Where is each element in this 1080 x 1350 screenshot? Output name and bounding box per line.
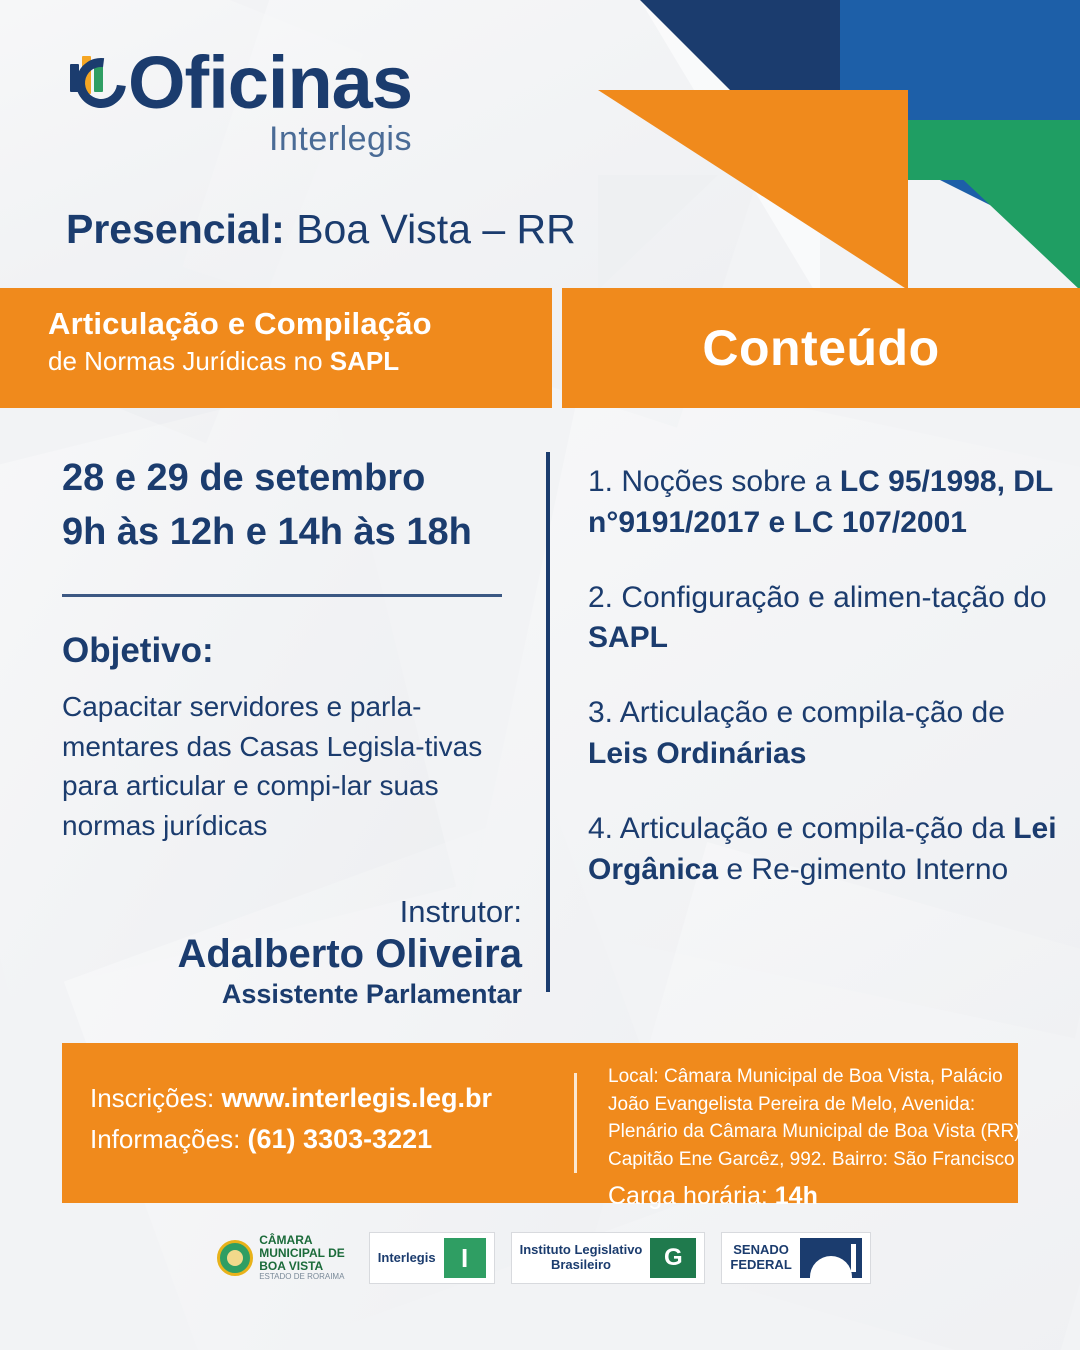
info-divider [574,1073,577,1173]
divider-horizontal [62,594,502,597]
objective-label: Objetivo: [62,630,214,670]
registration-info [90,1083,560,1165]
logo-instituto-legislativo-brasileiro [511,1232,706,1284]
divider-vertical [546,452,550,992]
workload-label: Carga horária: [608,1182,768,1211]
registration-label: Inscrições: [90,1083,215,1113]
content-list [588,462,1058,924]
content-item-1 [588,462,1058,544]
instructor-label: Instrutor: [399,893,522,929]
logo-interlegis [369,1232,495,1284]
workshop-title-band [0,288,552,408]
venue-address: Câmara Municipal de Boa Vista, Palácio João Evangelista Pereira de Melo, Avenida: Plenário da Câmara Municipal de Boa Vista (RR) Capitão Ene Garcêz, 992. Bairro: São Francisco [608,1066,1021,1170]
logo-camara-boa-vista [209,1232,353,1284]
modality-label: Presencial: [66,206,285,252]
content-item-2-bold: SAPL [588,621,669,655]
camara-line4: ESTADO DE RORAIMA [259,1272,345,1282]
left-column [62,452,522,1010]
senado-line1: SENADO [733,1242,789,1258]
senado-line2: FEDERAL [730,1257,792,1272]
ilb-line1: Instituto Legislativo [519,1242,643,1258]
schedule-dates: 28 e 29 de setembro [62,457,426,499]
workshop-title-line2 [48,346,532,377]
info-box [62,1043,1021,1211]
camara-seal-icon [217,1240,253,1276]
contact-phone[interactable]: (61) 3303-3221 [247,1124,433,1154]
content-item-1-bold: LC 95/1998, DL n°9191/2017 e LC 107/2001 [588,465,1053,539]
contact-row [90,1124,560,1155]
ilb-label [520,1243,643,1273]
venue-info [608,1063,1028,1211]
ilb-line2: Brasileiro [550,1257,611,1272]
objective-text: Capacitar servidores e parla-mentares das Casas Legisla-tivas para articular e compi-lar suas normas jurídicas [62,690,483,842]
oficinas-logo-icon [70,48,124,118]
interlegis-label: Interlegis [377,1249,436,1265]
content-item-1-prefix: 1. Noções sobre a [588,465,840,498]
ilb-mark-icon: G [650,1238,696,1278]
content-item-3 [588,693,1058,775]
camara-text [259,1234,345,1282]
content-item-3-prefix: 3. Articulação e compila-ção de [588,696,1005,730]
registration-row [90,1083,560,1114]
content-item-2-prefix: 2. Configuração e alimen-tação do [588,580,1047,614]
camara-line3: BOA VISTA [259,1259,324,1274]
instructor-name: Adalberto Oliveira [177,931,522,976]
workshop-title-line2-text: de Normas Jurídicas no [48,346,330,376]
senado-label [730,1243,791,1273]
modality-location: Boa Vista – RR [284,206,576,252]
logo-subtitle: Interlegis [269,120,412,159]
content-item-4-bold: Lei Orgânica [588,811,1057,886]
content-item-2 [588,578,1058,660]
content-item-3-bold: Leis Ordinárias [588,736,807,770]
content-band-label: Conteúdo [702,320,940,376]
content-item-4-suffix: e Re-gimento Interno [718,852,1009,886]
logo-title: Oficinas [128,41,412,124]
instructor-role: Assistente Parlamentar [221,978,522,1009]
footer-logos [0,1232,1080,1322]
workload-row [608,1182,1028,1211]
logo-senado-federal [721,1232,870,1284]
senado-dome-icon [800,1238,862,1278]
schedule-block [62,452,522,560]
schedule-hours: 9h às 12h e 14h às 18h [62,510,472,553]
venue-label: Local: [608,1066,659,1087]
camara-line1: CÂMARA [259,1232,313,1247]
interlegis-oficinas-logo [70,41,412,159]
registration-url[interactable]: www.interlegis.leg.br [221,1083,493,1113]
modality-line [66,206,576,253]
venue-row [608,1063,1028,1173]
content-band [562,288,1080,408]
content-item-4-prefix: 4. Articulação e compila-ção da [588,811,1014,845]
workshop-title-system: SAPL [329,346,400,376]
workload-value: 14h [774,1182,818,1211]
content-item-4 [588,809,1058,891]
camara-line2: MUNICIPAL DE [259,1246,345,1260]
contact-label: Informações: [90,1124,241,1154]
workshop-title-line1: Articulação e Compilação [48,306,432,341]
interlegis-mark-icon: I [444,1238,486,1278]
